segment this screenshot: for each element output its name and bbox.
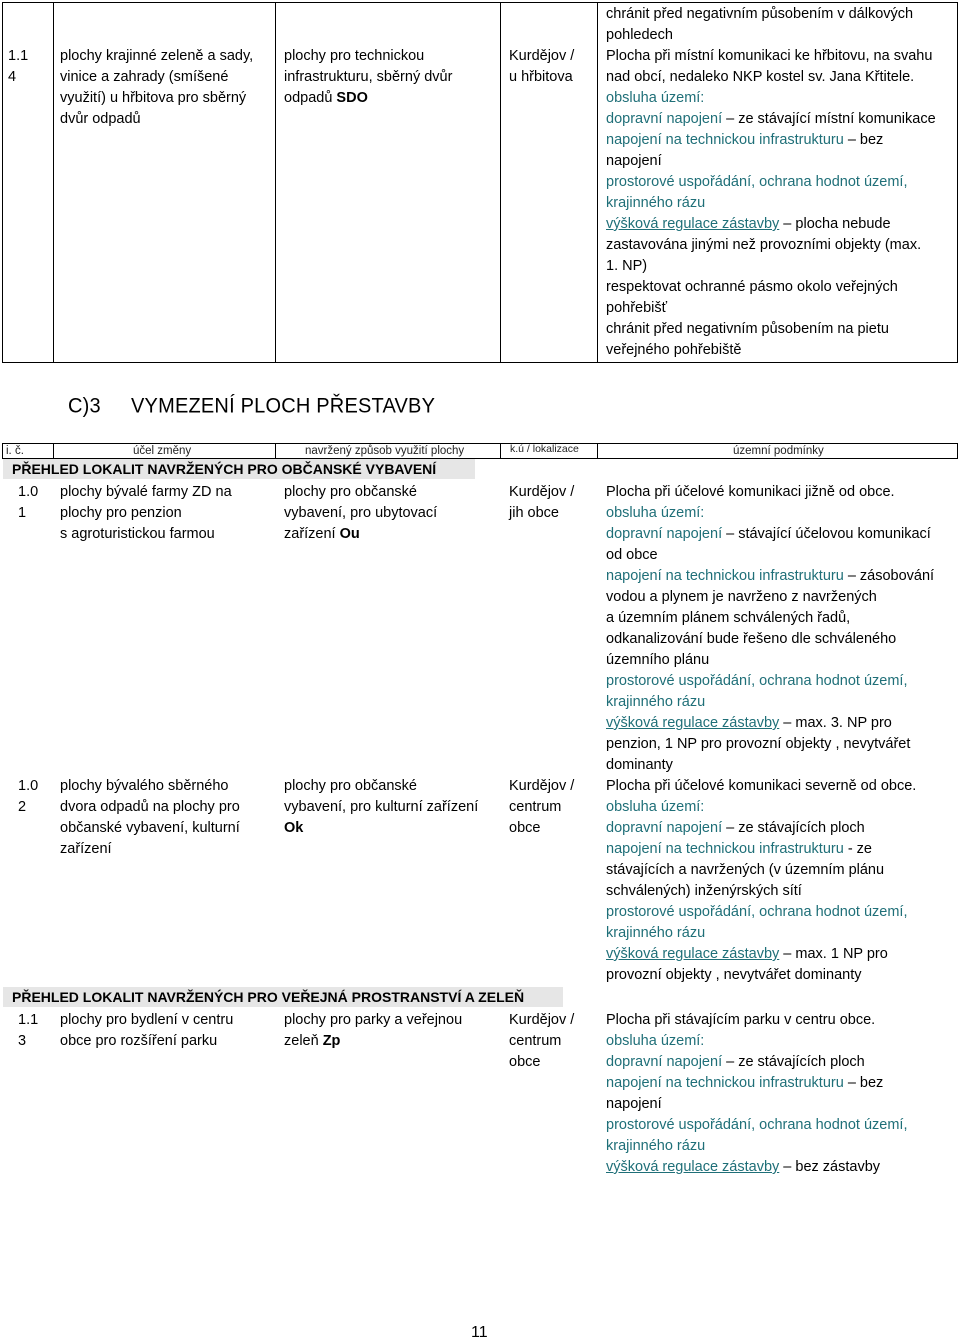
- section-code: C)3: [68, 394, 101, 418]
- conditions-cell: Plocha při účelové komunikaci jižně od obce. obsluha území: dopravní napojení – stávající účelovou komunikací od obce napojení na technickou infrastrukturu – zásobování vodou a plynem je navrženo z navržených a územním plánem schválených řadů, odkanalizování bude řešeno dle schváleného územního plánu prostorové uspořádání, ochrana hodnot území, krajinného rázu výšková regulace zástavby – max. 3. NP pro penzion, 1 NP pro provozní objekty , nevytvářet dominanty: [606, 484, 935, 773]
- proposed-use-cell: plochy pro parky a veřejnou zeleň Zp: [284, 1012, 463, 1049]
- purpose-cell: plochy bývalé farmy ZD na plochy pro penzion s agroturistickou farmou: [60, 484, 232, 542]
- proposed-use-cell: plochy pro občanské vybavení, pro kulturní zařízení Ok: [284, 778, 479, 836]
- location-cell: Kurdějov / centrum obce: [509, 1012, 575, 1070]
- location-cell: Kurdějov / jih obce: [509, 484, 575, 521]
- use-code: Ou: [339, 526, 360, 542]
- conditions-cell: chránit před negativním působením v dálkových pohledech Plocha při místní komunikaci ke hřbitovu, na svahu nad obcí, nedaleko NKP kostel sv. Jana Křtitele. obsluha území: dopravní napojení – ze stávající místní komunikace napojení na technickou infrastrukturu – bez napojení prostorové uspořádání, ochrana hodnot území, krajinného rázu výšková regulace zástavby – plocha nebude zastavována jinými než provozními objekty (max. 1. NP) respektovat ochranné pásmo okolo veřejných pohřebišť chránit před negativním působením na pietu veřejného pohřebiště: [606, 6, 936, 358]
- section-title: VYMEZENÍ PLOCH PŘESTAVBY: [131, 394, 436, 418]
- header-number: i. č.: [6, 445, 24, 457]
- proposed-use-cell: plochy pro technickou infrastrukturu, sběrný dvůr odpadů SDO: [284, 48, 453, 106]
- header-location: k.ú / lokalizace: [510, 443, 579, 455]
- page-number: 11: [471, 1324, 488, 1341]
- location-cell: Kurdějov / u hřbitova: [509, 48, 575, 85]
- group-header-civic: PŘEHLED LOKALIT NAVRŽENÝCH PRO OBČANSKÉ VYBAVENÍ: [12, 461, 437, 477]
- purpose-cell: plochy pro bydlení v centru obce pro rozšíření parku: [60, 1012, 234, 1049]
- row-number: 1.0 1: [18, 484, 39, 521]
- proposed-use-cell: plochy pro občanské vybavení, pro ubytovací zařízení Ou: [284, 484, 438, 542]
- use-code: SDO: [336, 90, 368, 106]
- row-number: 1.0 2: [18, 778, 39, 815]
- purpose-cell: plochy bývalého sběrného dvora odpadů na plochy pro občanské vybavení, kulturní zařízení: [60, 778, 240, 857]
- location-cell: Kurdějov / centrum obce: [509, 778, 575, 836]
- purpose-cell: plochy krajinné zeleně a sady, vinice a zahrady (smíšené využití) u hřbitova pro sběrný dvůr odpadů: [60, 48, 254, 127]
- conditions-cell: Plocha při stávajícím parku v centru obce. obsluha území: dopravní napojení – ze stávajících ploch napojení na technickou infrastrukturu – bez napojení prostorové uspořádání, ochrana hodnot území, krajinného rázu výšková regulace zástavby – bez zástavby: [606, 1012, 908, 1175]
- group-header-public-space: PŘEHLED LOKALIT NAVRŽENÝCH PRO VEŘEJNÁ PROSTRANSTVÍ A ZELEŇ: [12, 989, 525, 1005]
- header-conditions: územní podmínky: [733, 445, 824, 457]
- use-code: Zp: [322, 1033, 341, 1049]
- header-proposed-use: navržený způsob využití plochy: [305, 445, 465, 457]
- header-purpose: účel změny: [133, 445, 192, 457]
- conditions-cell: Plocha při účelové komunikaci severně od obce. obsluha území: dopravní napojení – ze stávajících ploch napojení na technickou infrastrukturu - ze stávajících a navržených (v územním plánu schválených) inženýrských sítí prostorové uspořádání, ochrana hodnot území, krajinného rázu výšková regulace zástavby – max. 1 NP pro provozní objekty , nevytvářet dominanty: [606, 778, 917, 983]
- use-code: Ok: [284, 820, 304, 836]
- row-number: 1.1 3: [18, 1012, 39, 1049]
- row-number: 1.1 4: [8, 48, 29, 85]
